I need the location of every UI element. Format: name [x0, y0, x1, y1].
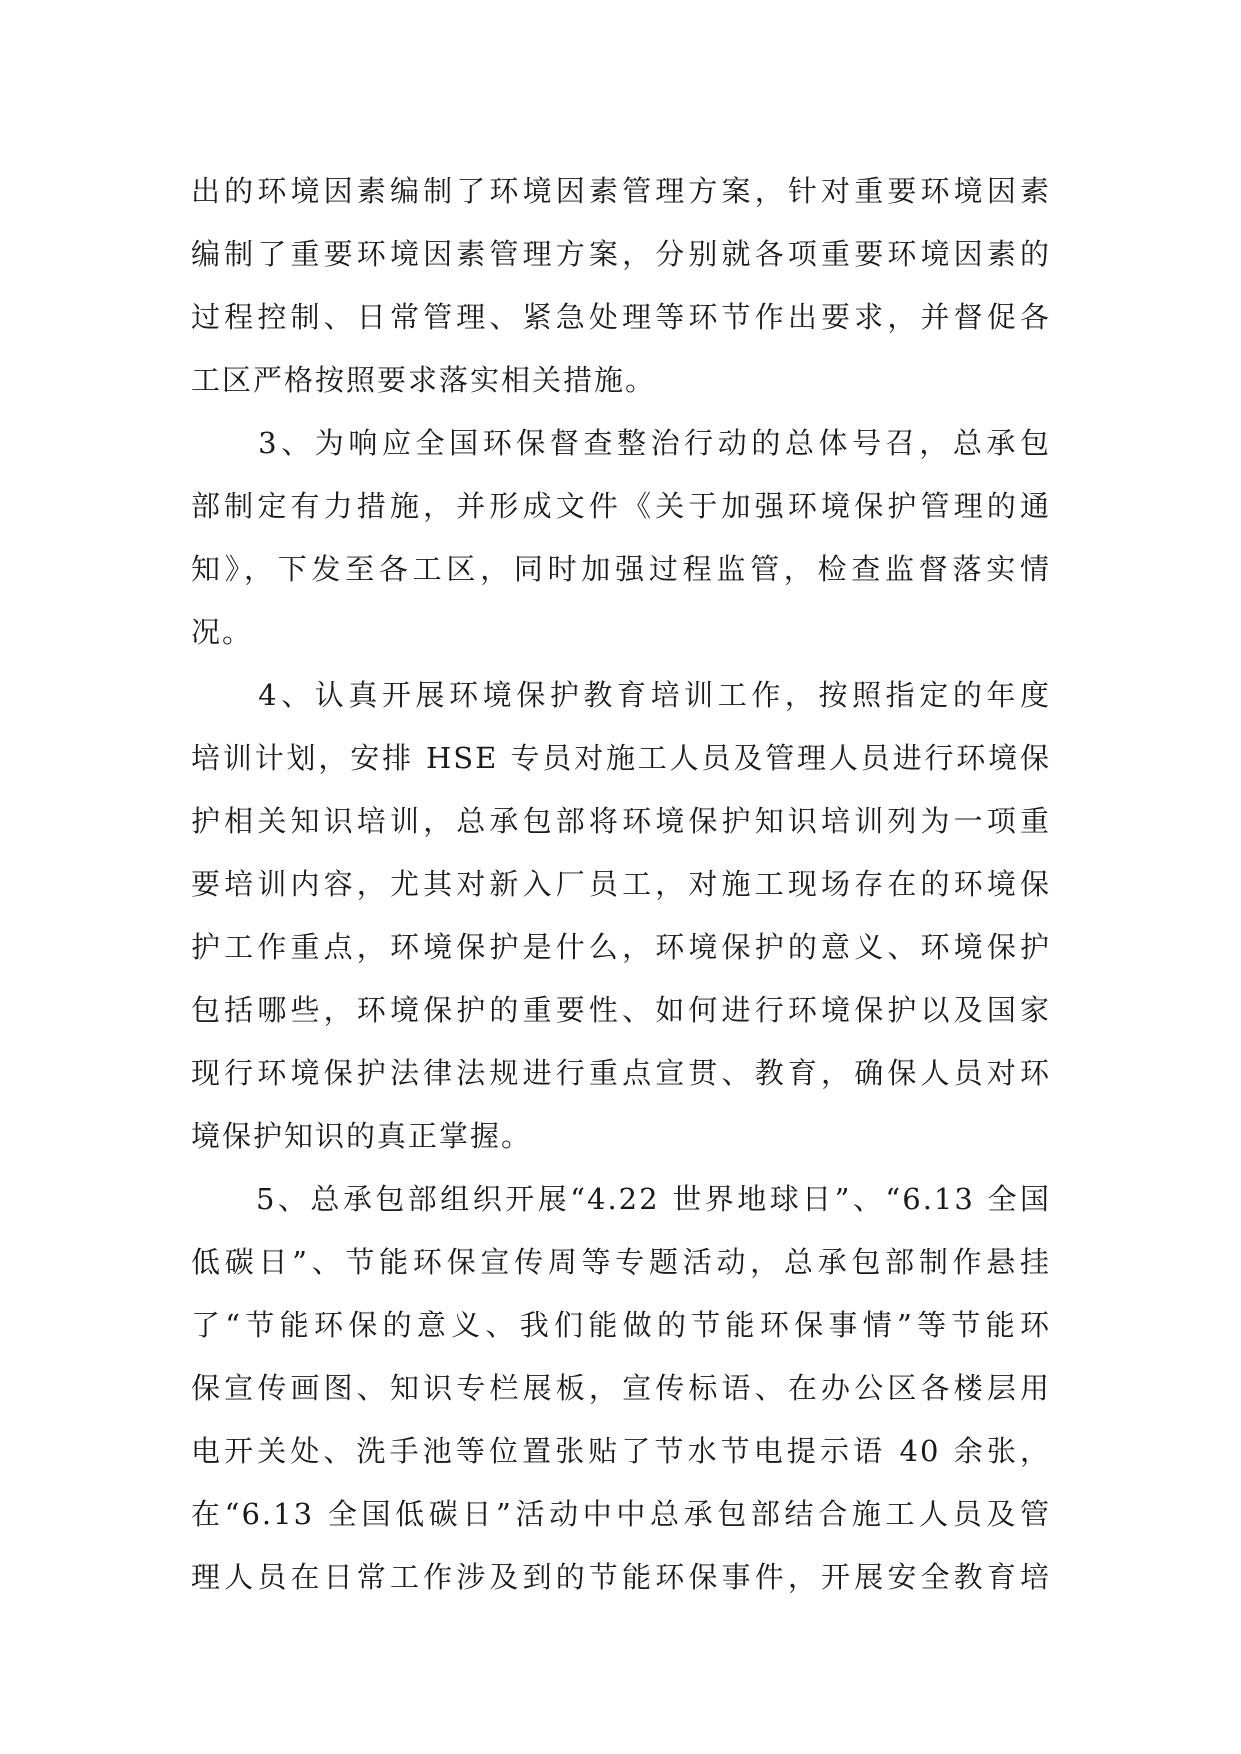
document-body [191, 160, 1051, 1609]
text-line: 3、为响应全国环保督查整治行动的总体号召，总承包 [191, 426, 1051, 460]
paragraph-item-3 [191, 412, 1051, 664]
text-line: 编制了重要环境因素管理方案，分别就各项重要环境因素的 [191, 237, 1051, 271]
text-line: 低碳日”、节能环保宣传周等专题活动，总承包部制作悬挂 [191, 1245, 1051, 1279]
paragraph-continued [191, 160, 1051, 412]
text-line: 4、认真开展环境保护教育培训工作，按照指定的年度 [191, 678, 1051, 712]
text-line: 出的环境因素编制了环境因素管理方案，针对重要环境因素 [191, 174, 1051, 208]
text-line: 境保护知识的真正掌握。 [191, 1119, 533, 1153]
text-line: 包括哪些，环境保护的重要性、如何进行环境保护以及国家 [191, 993, 1051, 1027]
text-line: 了“节能环保的意义、我们能做的节能环保事情”等节能环 [191, 1308, 1051, 1342]
text-line: 过程控制、日常管理、紧急处理等环节作出要求，并督促各 [191, 300, 1051, 334]
text-line: 况。 [191, 615, 254, 649]
text-line: 护工作重点，环境保护是什么，环境保护的意义、环境保护 [191, 930, 1051, 964]
text-line: 护相关知识培训，总承包部将环境保护知识培训列为一项重 [191, 804, 1051, 838]
text-line: 要培训内容，尤其对新入厂员工，对施工现场存在的环境保 [191, 867, 1051, 901]
text-line: 保宣传画图、知识专栏展板，宣传标语、在办公区各楼层用 [191, 1371, 1051, 1405]
text-line: 培训计划，安排 HSE 专员对施工人员及管理人员进行环境保 [191, 741, 1051, 775]
text-line: 工区严格按照要求落实相关措施。 [191, 363, 657, 397]
text-line: 现行环境保护法律法规进行重点宣贯、教育，确保人员对环 [191, 1056, 1051, 1090]
text-line: 部制定有力措施，并形成文件《关于加强环境保护管理的通 [191, 489, 1051, 523]
text-line: 电开关处、洗手池等位置张贴了节水节电提示语 40 余张， [191, 1434, 1051, 1468]
text-line: 在“6.13 全国低碳日”活动中中总承包部结合施工人员及管 [191, 1497, 1051, 1531]
text-line: 5、总承包部组织开展“4.22 世界地球日”、“6.13 全国 [191, 1182, 1051, 1216]
text-line: 知》，下发至各工区，同时加强过程监管，检查监督落实情 [191, 552, 1051, 586]
paragraph-item-5 [191, 1168, 1051, 1609]
paragraph-item-4 [191, 664, 1051, 1168]
text-line: 理人员在日常工作涉及到的节能环保事件，开展安全教育培 [191, 1560, 1051, 1594]
